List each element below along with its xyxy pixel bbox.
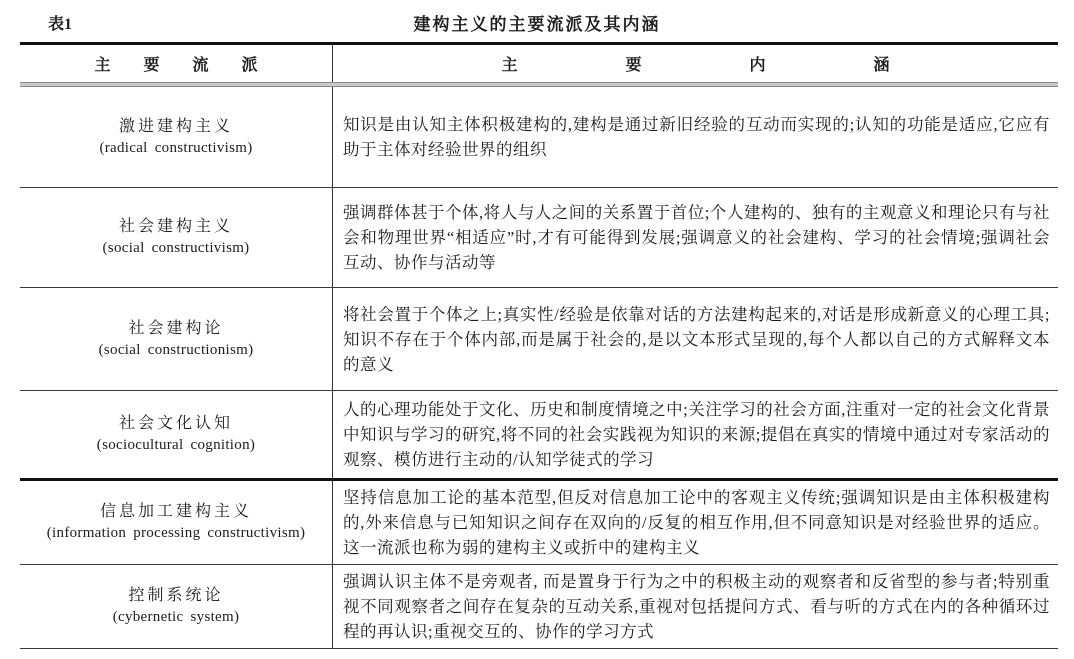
school-name-en: (social constructionism) <box>98 341 254 358</box>
table-header-row <box>20 45 1058 82</box>
table-title: 建构主义的主要流派及其内涵 <box>413 14 661 34</box>
content-cell <box>333 391 1058 478</box>
school-cell <box>20 188 333 287</box>
school-name-cn: 激进建构主义 <box>118 117 233 135</box>
content-text: 强调认识主体不是旁观者, 而是置身于行为之中的积极主动的观察者和反省型的参与者;特别重视不同观察者之间存在复杂的互动关系,重视对包括提问方式、看与听的方式在内的各种循环过程的再认识;重视交互的、协作的学习方式 <box>343 572 1050 641</box>
table-row <box>20 481 1058 565</box>
school-name-en: (sociocultural cognition) <box>96 437 256 453</box>
table-number-label: 表1 <box>48 16 73 33</box>
content-cell <box>333 565 1058 648</box>
table-row <box>20 565 1058 649</box>
content-cell <box>333 87 1058 187</box>
table-caption <box>0 0 1074 42</box>
content-text: 强调群体甚于个体,将人与人之间的关系置于首位;个人建构的、独有的主观意义和理论只有与社会和物理世界“相适应”时,才有可能得到发展;强调意义的社会建构、学习的社会情境;强调社会互动、协作与活动等 <box>343 203 1050 272</box>
column-header-school: 主要流派 <box>20 45 333 82</box>
school-cell <box>20 391 333 478</box>
school-name-cn: 社会建构论 <box>128 319 224 337</box>
table-row <box>20 391 1058 481</box>
content-text: 坚持信息加工论的基本范型,但反对信息加工论中的客观主义传统;强调知识是由主体积极建构的,外来信息与已知知识之间存在双向的/反复的相互作用,但不同意知识是对经验世界的适应。这一流派也称为弱的建构主义或折中的建构主义 <box>343 488 1050 557</box>
school-name-en: (social constructivism) <box>102 240 250 256</box>
content-text: 将社会置于个体之上;真实性/经验是依靠对话的方法建构起来的,对话是形成新意义的心理工具;知识不存在于个体内部,而是属于社会的,是以文本形式呈现的,每个人都以自己的方式解释文本的意义 <box>343 304 1050 374</box>
content-cell <box>333 288 1058 390</box>
school-name-cn: 社会建构主义 <box>118 218 233 235</box>
content-cell <box>333 188 1058 287</box>
school-name-en: (information processing constructivism) <box>46 525 306 541</box>
content-text: 人的心理功能处于文化、历史和制度情境之中;关注学习的社会方面,注重对一定的社会文化背景中知识与学习的研究,将不同的社会实践视为知识的来源;提倡在真实的情境中通过对专家活动的观察、模仿进行主动的/认知学徒式的学习 <box>343 400 1050 469</box>
school-cell <box>20 288 333 390</box>
content-text: 知识是由认知主体积极建构的,建构是通过新旧经验的互动而实现的;认知的功能是适应,它应有助于主体对经验世界的组织 <box>343 115 1050 159</box>
table-row <box>20 188 1058 288</box>
content-cell <box>333 481 1058 564</box>
table-row <box>20 288 1058 391</box>
table-row <box>20 87 1058 188</box>
column-header-content: 主要内涵 <box>501 57 998 74</box>
school-cell <box>20 87 333 187</box>
constructivism-table <box>20 42 1058 649</box>
school-cell <box>20 481 333 564</box>
school-name-en: (cybernetic system) <box>112 609 240 625</box>
school-cell <box>20 565 333 648</box>
school-name-en: (radical constructivism) <box>99 139 253 156</box>
school-name-cn: 社会文化认知 <box>118 415 233 432</box>
school-name-cn: 控制系统论 <box>128 587 224 604</box>
school-name-cn: 信息加工建构主义 <box>99 503 252 520</box>
